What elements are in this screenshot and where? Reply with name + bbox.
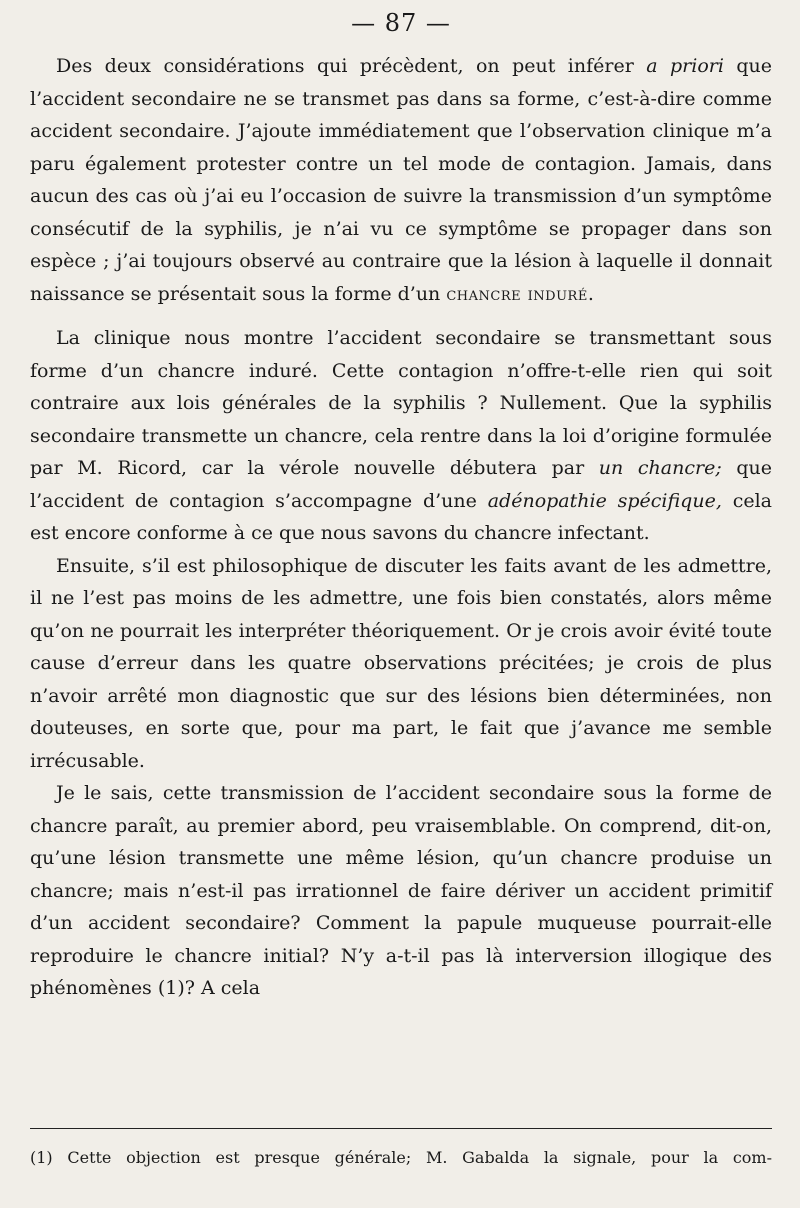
footnote: (1) Cette objection est presque générale; M. Gabalda la signale, pour la com- — [30, 1148, 772, 1167]
paragraph-1-part-3: que l’accident secondaire ne se transmet pas dans sa forme, c’est-à-dire comme accident secondaire. J’ajoute immédiatement que l’observation clinique m’a paru également protester contre un tel mode de contagion. Jamais, dans aucun des cas où j’ai eu l’occasion de suivre la transmission d’un symptôme consécutif de la syphilis, je n’ai vu ce symptôme se propager dans son espèce ; j’ai toujours observé au contraire que la lésion à laquelle il donnait naissance se présentait sous la forme d’un — [30, 55, 773, 305]
paragraph-2-italic-un-chancre: un chancre; — [598, 457, 722, 479]
paragraph-1-smallcaps-chancre-indure: chancre induré — [446, 282, 588, 305]
paragraph-2-part-1: La clinique nous montre l’accident secondaire se transmettant sous forme d’un chancre induré. Cette contagion n’offre-t-elle rien qui soit contraire aux lois générales de la syphilis ? Nullement. Que la syphilis secondaire transmette un chancre, cela rentre dans la loi d’origine formulée par M. Ricord, car la vérole nouvelle débutera par — [30, 327, 772, 479]
paragraph-3: Ensuite, s’il est philosophique de discuter les faits avant de les admettre, il ne l’est pas moins de les admettre, une fois bien constatés, alors même qu’on ne pourrait les interpréter théoriquement. Or je crois avoir évité toute cause d’erreur dans les quatre observations précitées; je crois de plus n’avoir arrêté mon diagnostic que sur des lésions bien déterminées, non douteuses, en sorte que, pour ma part, le fait que j’avance me semble irrécusable. — [30, 554, 772, 772]
body-text — [30, 50, 772, 1005]
paragraph-1-part-1: Des deux considérations qui précèdent, on peut inférer — [56, 55, 647, 77]
paragraph-1-italic-a-priori: a priori — [646, 55, 724, 77]
paragraph-4: Je le sais, cette transmission de l’accident secondaire sous la forme de chancre paraît, au premier abord, peu vraisemblable. On comprend, dit-on, qu’une lésion transmette une même lésion, qu’un chancre produise un chancre; mais n’est-il pas irrationnel de faire dériver un accident primitif d’un accident secondaire? Comment la papule muqueuse pourrait-elle reproduire le chancre initial? N’y a-t-il pas là interversion illogique des phénomènes (1)? A cela — [30, 782, 772, 999]
page-number: — 87 — — [351, 9, 451, 37]
paragraph-2-italic-adenopathie: adénopathie spécifique, — [487, 489, 722, 512]
paragraph-2-part-3: que l’accident de contagion s’accompagne d’une — [30, 457, 773, 512]
paragraph-2-part-5: cela est encore conforme à ce que nous savons du chancre infectant. — [30, 489, 772, 544]
paragraph-2 — [30, 322, 772, 550]
paragraph-1 — [30, 50, 772, 310]
paragraph-1-part-5: . — [587, 282, 594, 305]
footnote-divider — [30, 1128, 772, 1129]
